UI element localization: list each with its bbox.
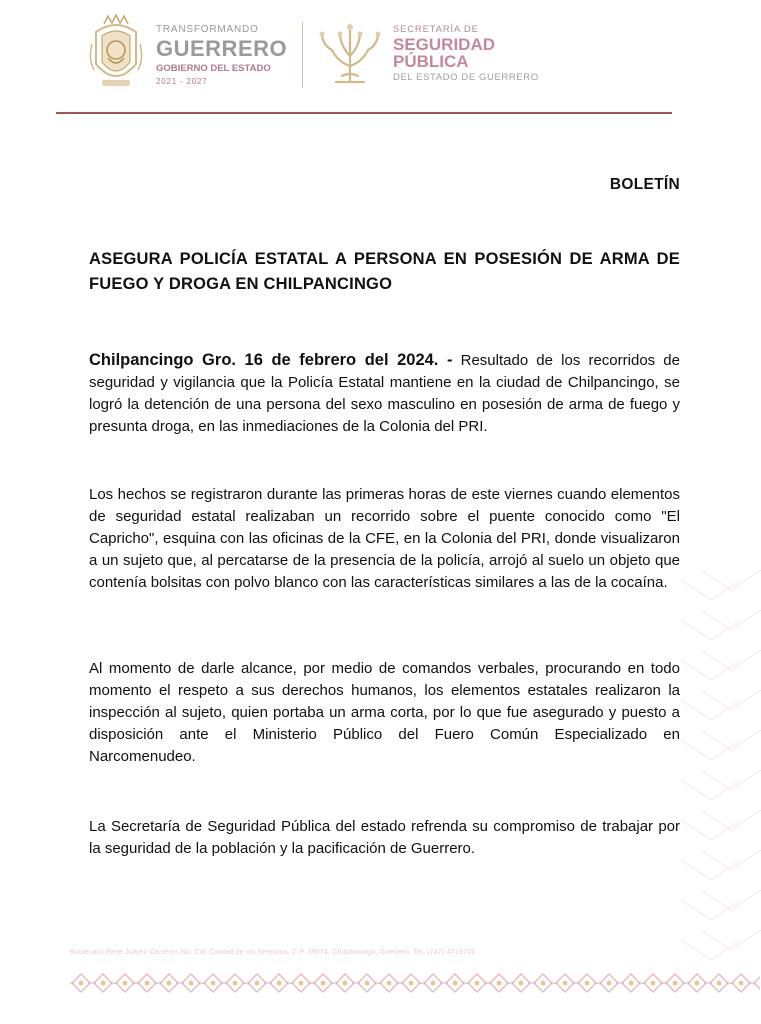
tree-emblem-icon	[316, 22, 384, 86]
gov-line-3: GOBIERNO DEL ESTADO	[156, 63, 271, 74]
ssp-line-1: SECRETARÍA DE	[393, 24, 479, 35]
paragraph-3: Al momento de darle alcance, por medio de comandos verbales, procurando en todo momento el respeto a sus derechos humanos, los elementos estatales realizaron la inspección al sujeto, quien portaba un arma corta, por lo que fue asegurado y puesto a disposición ante el Ministerio Público del Fuero Común Especializado en Narcomenudeo.	[89, 660, 680, 765]
header-rule	[56, 112, 672, 114]
headline: ASEGURA POLICÍA ESTATAL A PERSONA EN POSESIÓN DE ARMA DE FUEGO Y DROGA EN CHILPANCINGO	[89, 250, 680, 293]
ssp-line-2: SEGURIDAD	[393, 35, 496, 54]
dateline: Chilpancingo Gro. 16 de febrero del 2024. -	[89, 351, 453, 369]
gov-years: 2021 - 2027	[156, 77, 208, 86]
paragraph-2: Los hechos se registraron durante las primeras horas de este viernes cuando elementos de seguridad estatal realizaban un recorrido sobre el puente conocido como "El Capricho", esquina con las oficinas de la CFE, en la Colonia del PRI, donde visualizaron a un sujeto que, al percatarse de la presencia de la policía, arrojó al suelo un objeto que contenía bolsitas con polvo blanco con las características similares a las de la cocaína.	[89, 486, 680, 591]
state-seal-icon	[88, 14, 144, 92]
paragraph-4: La Secretaría de Seguridad Pública del estado refrenda su compromiso de trabajar por la seguridad de la población y la pacificación de Guerrero.	[89, 818, 680, 857]
gov-line-1: TRANSFORMANDO	[156, 24, 259, 35]
gov-line-2: GUERRERO	[156, 36, 288, 61]
header-divider	[302, 22, 303, 88]
ssp-line-3: PÚBLICA	[393, 52, 469, 71]
government-wordmark	[156, 24, 296, 87]
paragraph-1-text: Resultado de los recorridos de seguridad y vigilancia que la Policía Estatal mantiene en la ciudad de Chilpancingo, se logró la detención de una persona del sexo masculino en posesión de arma de fuego y presunta droga, en las inmediaciones de la Colonia del PRI.	[89, 352, 680, 435]
ssp-line-4: DEL ESTADO DE GUERRERO	[393, 72, 539, 83]
ssp-wordmark	[393, 24, 593, 84]
letterhead	[0, 0, 761, 120]
footer-address: Boulevard René Juárez Cisneros No. Col. Ciudad de los Servicios, C.P. 39074, Chilpancingo, Guerrero. Tel. (747) 4719726	[70, 949, 476, 956]
paragraph-1	[89, 349, 680, 438]
decorative-border-icon	[70, 972, 760, 994]
document-label: BOLETÍN	[609, 176, 680, 193]
